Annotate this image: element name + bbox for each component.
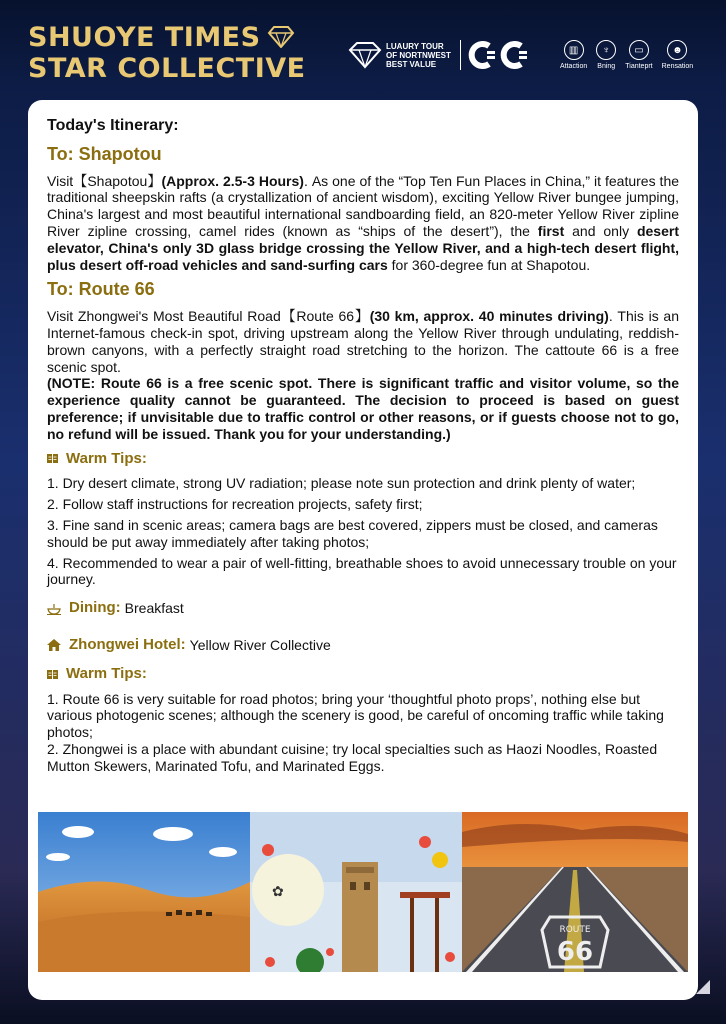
shapotou-description: Visit【Shapotou】(Approx. 2.5-3 Hours). As one of the “Top Ten Fun Places in China,” it features the traditional sheepskin rafts (a crystallization of ancient wisdom), exciting Yellow River bungee jumping, China's largest and most beautiful international sandboarding field, an 820-meter Yellow River zipline River zipline crossing, camel rides (known as “ships of the desert”), the first and only desert elevator, China's only 3D glass bridge crossing the Yellow River, and a high-tech desert flight, plus desert off-road vehicles and sand-surfing cars for 360-degree fun at Shapotou.: [47, 172, 680, 273]
route66-note: (NOTE: Route 66 is a free scenic spot. There is significant traffic and visitor volume, so the experience quality cannot be guaranteed. The decision to proceed is based on guest preference; if unvisitable due to traffic control or other reasons, or if guests choose not to go, no refund will be issued. Thank you for your understanding.): [47, 375, 679, 442]
page-fold-corner: [696, 980, 710, 994]
icon-transport: ▭ Tianteprt: [625, 40, 652, 70]
icon-attraction: ▥ Attaction: [560, 40, 587, 70]
itinerary-card: [28, 100, 698, 1000]
house-icon: [47, 639, 61, 651]
warm-tips-heading-2: Warm Tips:: [47, 666, 679, 683]
stop-title-shapotou: To: Shapotou: [47, 143, 162, 164]
tip-item: 3. Fine sand in scenic areas; camera bags are best covered, zippers must be closed, and cameras should be put away immediately after taking photos;: [47, 516, 658, 550]
reception-icon: ☻: [667, 40, 687, 60]
divider: [460, 40, 461, 70]
route66-description: Visit Zhongwei's Most Beautiful Road【Route 66】(30 km, approx. 40 minutes driving). This is an Internet-famous check-in spot, driving upstream along the Yellow River through undulating, reddish-brown canyons, with a perfectly straight road stretching to the horizon. The cattoute 66 is a free scenic spot.: [47, 308, 679, 375]
route-sign-number: 66: [556, 937, 594, 967]
tour-text-3: BEST VALUE: [386, 59, 437, 69]
tip-item: 1. Dry desert climate, strong UV radiation; please note sun protection and drink plenty of water;: [47, 475, 636, 492]
book-icon: [47, 669, 58, 680]
tip-item: 2. Follow staff instructions for recreation projects, safety first;: [47, 496, 423, 513]
tip-item: 4. Recommended to wear a pair of well-fitting, breathable shoes to avoid unnecessary trouble on your journey.: [47, 554, 677, 588]
book-icon: [47, 453, 58, 464]
stop-title-route66: To: Route 66: [47, 279, 155, 300]
tip-item: 1. Route 66 is very suitable for road photos; bring your ‘thoughtful photo props’, nothing else but various photogenic scenes; although the scenery is good, be careful of oncoming traffic while taking photos;: [47, 690, 664, 741]
hotel-row: Zhongwei Hotel: Yellow River Collective: [47, 637, 679, 654]
tour-text-2: OF NORTNWEST: [386, 50, 451, 60]
svg-text:✿: ✿: [272, 884, 284, 900]
icon-reception: ☻ Rensation: [662, 40, 694, 70]
cc-logo-icon: [467, 40, 529, 70]
tip-item: 2. Zhongwei is a place with abundant cuisine; try local specialties such as Haozi Noodles, Roasted Mutton Skewers, Marinated Tofu, and Marinated Eggs.: [47, 740, 658, 774]
photo-strip: [38, 812, 688, 972]
tour-text-1: LUAURY TOUR: [386, 41, 444, 51]
attraction-icon: ▥: [564, 40, 584, 60]
brand-line-2: STAR COLLECTIVE: [28, 53, 306, 84]
transport-icon: ▭: [629, 40, 649, 60]
warm-tips-heading-1: Warm Tips:: [47, 451, 679, 468]
shapotou-balloon-photo: [250, 812, 462, 972]
service-icons: [560, 40, 693, 70]
tour-logo: [348, 40, 529, 70]
diamond-icon: [267, 26, 295, 48]
route-sign-text: ROUTE: [559, 925, 591, 935]
brand-line-1: SHUOYE TIMES: [28, 22, 306, 53]
route66-road-photo: [462, 812, 688, 972]
brand-logo: [28, 22, 306, 84]
dining-bowl-icon: [47, 603, 61, 615]
dining-icon: ♆: [596, 40, 616, 60]
icon-dining: ♆ Bning: [596, 40, 616, 70]
diamond-icon: [348, 41, 382, 69]
dining-row: Dining: Breakfast: [47, 600, 679, 617]
desert-camels-photo: [38, 812, 250, 972]
itinerary-heading: Today's Itinerary:: [47, 117, 179, 134]
